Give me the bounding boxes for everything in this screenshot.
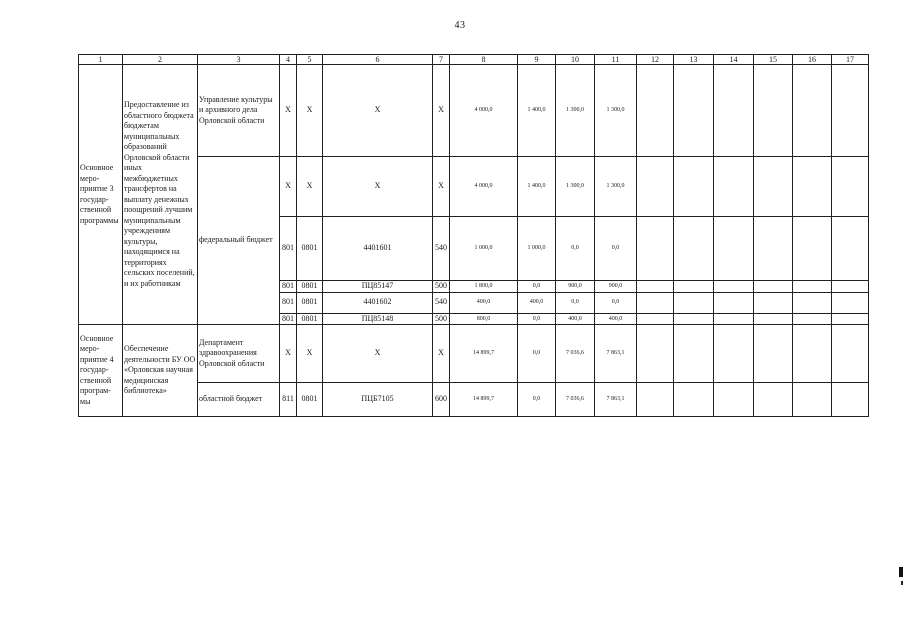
executor-cell: Департамент здравоохранения Орловской области [198, 325, 280, 383]
empty-cell [832, 217, 869, 281]
header-cell: 17 [832, 55, 869, 65]
empty-cell [674, 65, 714, 157]
empty-cell [754, 281, 793, 293]
value-cell: 1 000,0 [450, 217, 518, 281]
target-article-cell: X [323, 65, 433, 157]
empty-cell [754, 325, 793, 383]
value-cell: 900,0 [595, 281, 637, 293]
target-article-cell: X [323, 325, 433, 383]
grbs-cell: 801 [280, 292, 297, 313]
grbs-cell: 801 [280, 281, 297, 293]
target-article-cell: ПЦ85147 [323, 281, 433, 293]
section-cell: X [297, 157, 323, 217]
target-article-cell: ПЦБ7105 [323, 383, 433, 417]
header-cell: 8 [450, 55, 518, 65]
empty-cell [832, 325, 869, 383]
grbs-cell: 801 [280, 313, 297, 325]
empty-cell [832, 65, 869, 157]
empty-cell [637, 65, 674, 157]
value-cell: 1 400,0 [518, 157, 556, 217]
scan-artifact-mark [899, 567, 903, 577]
empty-cell [754, 65, 793, 157]
expense-type-cell: 540 [433, 217, 450, 281]
value-cell: 0,0 [595, 217, 637, 281]
event-name-cell: Основное меро-приятие 3 государ-ственной программы [79, 65, 123, 325]
empty-cell [754, 313, 793, 325]
section-cell: 0801 [297, 281, 323, 293]
value-cell: 7 036,6 [556, 383, 595, 417]
grbs-cell: 801 [280, 217, 297, 281]
header-cell: 10 [556, 55, 595, 65]
page-number: 43 [454, 20, 466, 31]
table-row [79, 65, 869, 157]
section-cell: 0801 [297, 292, 323, 313]
empty-cell [754, 157, 793, 217]
expense-type-cell: X [433, 157, 450, 217]
expense-type-cell: 600 [433, 383, 450, 417]
table-row [79, 157, 869, 217]
empty-cell [674, 313, 714, 325]
table-row [79, 383, 869, 417]
header-cell: 14 [714, 55, 754, 65]
value-cell: 7 863,1 [595, 383, 637, 417]
empty-cell [637, 383, 674, 417]
header-cell: 15 [754, 55, 793, 65]
value-cell: 1 300,0 [556, 65, 595, 157]
empty-cell [637, 157, 674, 217]
empty-cell [637, 217, 674, 281]
empty-cell [793, 313, 832, 325]
empty-cell [754, 217, 793, 281]
grbs-cell: X [280, 157, 297, 217]
value-cell: 0,0 [556, 292, 595, 313]
grbs-cell: 811 [280, 383, 297, 417]
target-article-cell: 4401601 [323, 217, 433, 281]
value-cell: 400,0 [450, 292, 518, 313]
header-cell: 2 [123, 55, 198, 65]
executor-cell: Управление культуры и архивного дела Орловской области [198, 65, 280, 157]
empty-cell [832, 157, 869, 217]
empty-cell [793, 325, 832, 383]
value-cell: 1 400,0 [518, 65, 556, 157]
header-cell: 5 [297, 55, 323, 65]
empty-cell [714, 292, 754, 313]
target-article-cell: X [323, 157, 433, 217]
header-cell: 11 [595, 55, 637, 65]
empty-cell [674, 292, 714, 313]
empty-cell [832, 313, 869, 325]
target-article-cell: ПЦ85148 [323, 313, 433, 325]
empty-cell [832, 292, 869, 313]
empty-cell [674, 217, 714, 281]
header-cell: 16 [793, 55, 832, 65]
header-cell: 6 [323, 55, 433, 65]
value-cell: 1 300,0 [556, 157, 595, 217]
section-cell: X [297, 325, 323, 383]
empty-cell [754, 383, 793, 417]
value-cell: 400,0 [595, 313, 637, 325]
empty-cell [714, 383, 754, 417]
empty-cell [637, 325, 674, 383]
value-cell: 4 000,0 [450, 157, 518, 217]
empty-cell [674, 281, 714, 293]
expense-type-cell: X [433, 65, 450, 157]
expense-type-cell: X [433, 325, 450, 383]
value-cell: 1 300,0 [595, 157, 637, 217]
value-cell: 0,0 [518, 313, 556, 325]
value-cell: 1 000,0 [518, 217, 556, 281]
empty-cell [714, 157, 754, 217]
empty-cell [754, 292, 793, 313]
value-cell: 800,0 [450, 313, 518, 325]
empty-cell [637, 281, 674, 293]
empty-cell [637, 313, 674, 325]
value-cell: 0,0 [556, 217, 595, 281]
budget-table [78, 54, 869, 417]
grbs-cell: X [280, 325, 297, 383]
empty-cell [714, 65, 754, 157]
empty-cell [793, 292, 832, 313]
table-row [79, 325, 869, 383]
section-cell: 0801 [297, 217, 323, 281]
value-cell: 14 899,7 [450, 325, 518, 383]
header-cell: 7 [433, 55, 450, 65]
empty-cell [674, 383, 714, 417]
event-description-cell: Обеспечение деятельности БУ ОО «Орловская научная медицинская библиотека» [123, 325, 198, 417]
value-cell: 4 000,0 [450, 65, 518, 157]
empty-cell [832, 383, 869, 417]
budget-source-cell: областной бюджет [198, 383, 280, 417]
value-cell: 400,0 [556, 313, 595, 325]
empty-cell [793, 383, 832, 417]
grbs-cell: X [280, 65, 297, 157]
empty-cell [637, 292, 674, 313]
event-description-cell: Предоставление из областного бюджета бюджетам муниципальных образований Орловской области иных межбюджетных трансфертов на выплату денежных поощрений лучшим муниципальным учреждениям культуры, находящимся на территориях сельских поселений, и их работникам [123, 65, 198, 325]
value-cell: 7 863,1 [595, 325, 637, 383]
empty-cell [714, 217, 754, 281]
budget-source-cell: федеральный бюджет [198, 157, 280, 325]
empty-cell [714, 281, 754, 293]
empty-cell [793, 217, 832, 281]
event-name-cell: Основное меро-приятие 4 государ-ственной програм-мы [79, 325, 123, 417]
value-cell: 1 300,0 [595, 65, 637, 157]
section-cell: 0801 [297, 313, 323, 325]
empty-cell [793, 281, 832, 293]
value-cell: 14 899,7 [450, 383, 518, 417]
header-cell: 12 [637, 55, 674, 65]
header-cell: 3 [198, 55, 280, 65]
header-cell: 9 [518, 55, 556, 65]
section-cell: 0801 [297, 383, 323, 417]
value-cell: 400,0 [518, 292, 556, 313]
expense-type-cell: 500 [433, 281, 450, 293]
value-cell: 0,0 [518, 325, 556, 383]
expense-type-cell: 500 [433, 313, 450, 325]
empty-cell [793, 157, 832, 217]
value-cell: 1 800,0 [450, 281, 518, 293]
empty-cell [832, 281, 869, 293]
expense-type-cell: 540 [433, 292, 450, 313]
empty-cell [793, 65, 832, 157]
scan-artifact-mark [901, 581, 903, 585]
header-cell: 1 [79, 55, 123, 65]
value-cell: 0,0 [595, 292, 637, 313]
empty-cell [714, 313, 754, 325]
target-article-cell: 4401602 [323, 292, 433, 313]
empty-cell [674, 157, 714, 217]
header-cell: 13 [674, 55, 714, 65]
value-cell: 0,0 [518, 281, 556, 293]
header-row [79, 55, 869, 65]
value-cell: 0,0 [518, 383, 556, 417]
value-cell: 900,0 [556, 281, 595, 293]
value-cell: 7 036,6 [556, 325, 595, 383]
empty-cell [714, 325, 754, 383]
section-cell: X [297, 65, 323, 157]
header-cell: 4 [280, 55, 297, 65]
empty-cell [674, 325, 714, 383]
